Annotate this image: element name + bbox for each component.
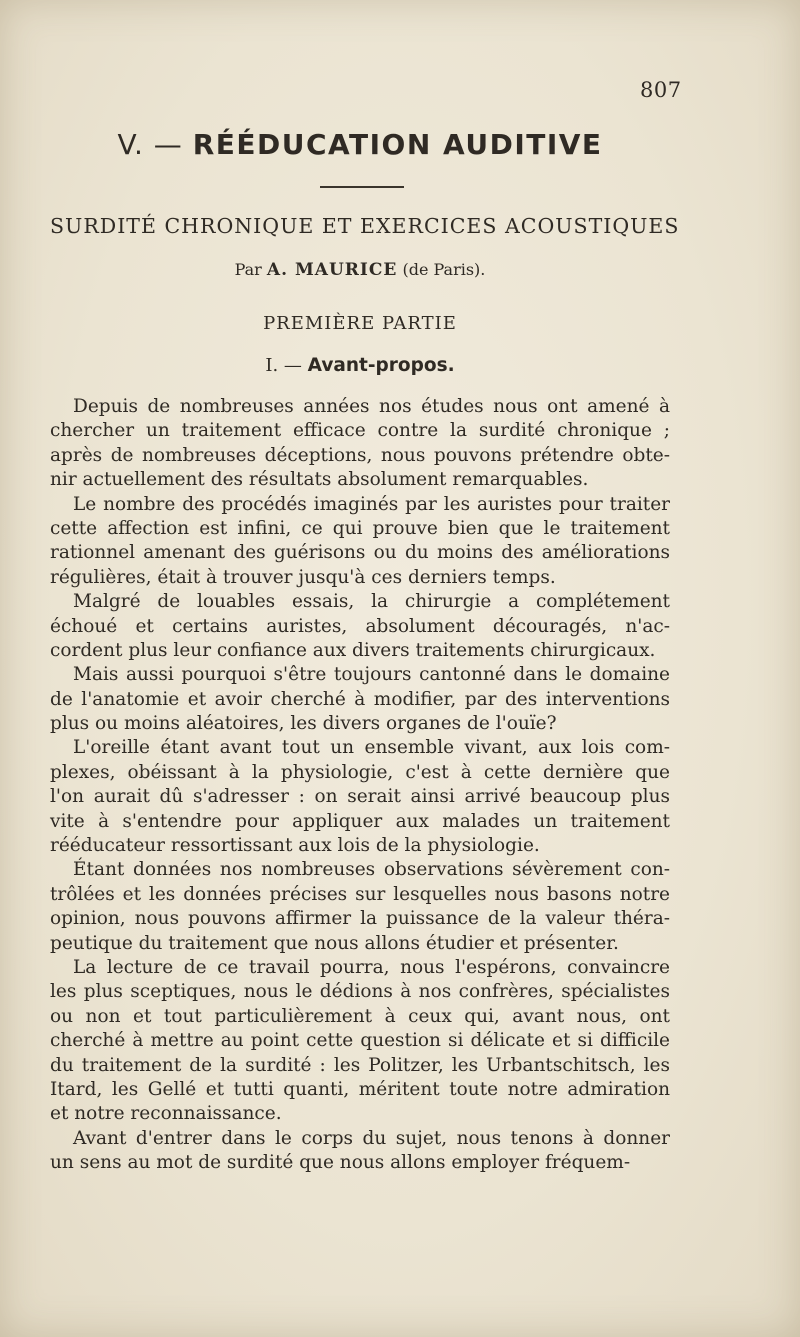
- text-line: ou non et tout particulièrement à ceux qui, avant nous, ont: [50, 1005, 670, 1027]
- text-line: peutique du traitement que nous allons étudier et présenter.: [50, 932, 619, 954]
- section-heading: [0, 355, 720, 376]
- article-title: SURDITÉ CHRONIQUE ET EXERCICES ACOUSTIQUES: [50, 214, 680, 238]
- paragraph: [50, 590, 670, 663]
- text-line: et notre reconnaissance.: [50, 1103, 282, 1125]
- text-line: plus ou moins aléatoires, les divers organes de l'ouïe?: [50, 713, 557, 735]
- text-line: Malgré de louables essais, la chirurgie a complétement: [73, 591, 670, 613]
- chapter-number: V. —: [117, 128, 183, 161]
- paragraph: [50, 956, 670, 1127]
- byline: [0, 260, 720, 280]
- text-line: Avant d'entrer dans le corps du sujet, nous tenons à donner: [73, 1127, 670, 1149]
- text-line: rationnel amenant des guérisons ou du moins des améliorations: [50, 542, 670, 564]
- text-line: L'oreille étant avant tout un ensemble vivant, aux lois com-: [73, 737, 670, 759]
- text-line: Itard, les Gellé et tutti quanti, méritent toute notre admiration: [50, 1078, 670, 1100]
- text-line: cette affection est infini, ce qui prouve bien que le traitement: [50, 517, 670, 539]
- text-line: l'on aurait dû s'adresser : on serait ainsi arrivé beaucoup plus: [50, 786, 670, 808]
- text-line: rééducateur ressortissant aux lois de la physiologie.: [50, 835, 540, 857]
- paragraph: [50, 493, 670, 591]
- text-line: après de nombreuses déceptions, nous pouvons prétendre obte-: [50, 444, 670, 466]
- text-line: régulières, était à trouver jusqu'à ces derniers temps.: [50, 566, 556, 588]
- paragraph: [50, 395, 670, 493]
- paragraph: [50, 1127, 670, 1176]
- text-line: cherché à mettre au point cette question si délicate et si difficile: [50, 1030, 670, 1052]
- text-line: Mais aussi pourquoi s'être toujours cantonné dans le domaine: [73, 664, 670, 686]
- paragraph: [50, 858, 670, 956]
- text-line: chercher un traitement efficace contre la surdité chronique ;: [50, 420, 670, 442]
- text-line: plexes, obéissant à la physiologie, c'est à cette dernière que: [50, 761, 670, 783]
- page-number: 807: [640, 78, 682, 102]
- chapter-title: [0, 128, 720, 161]
- text-line: vite à s'entendre pour appliquer aux malades un traitement: [50, 810, 670, 832]
- author-name: A. MAURICE: [266, 260, 398, 280]
- byline-prefix: Par: [234, 260, 262, 279]
- section-number: I. —: [265, 355, 302, 376]
- text-line: cordent plus leur confiance aux divers traitements chirurgicaux.: [50, 639, 656, 661]
- text-line: Depuis de nombreuses années nos études nous ont amené à: [73, 396, 670, 417]
- text-line: Étant données nos nombreuses observations sévèrement con-: [73, 859, 670, 881]
- paragraph: [50, 736, 670, 858]
- text-line: Le nombre des procédés imaginés par les auristes pour traiter: [73, 493, 670, 515]
- text-line: les plus sceptiques, nous le dédions à nos confrères, spécialistes: [50, 981, 670, 1003]
- text-line: un sens au mot de surdité que nous allons employer fréquem-: [50, 1152, 631, 1174]
- text-line: trôlées et les données précises sur lesquelles nous basons notre: [50, 883, 670, 905]
- text-line: La lecture de ce travail pourra, nous l'espérons, convaincre: [73, 956, 670, 978]
- part-heading: PREMIÈRE PARTIE: [263, 313, 457, 334]
- byline-suffix: (de Paris).: [402, 260, 486, 279]
- section-title: Avant-propos.: [307, 355, 455, 376]
- paragraph: [50, 663, 670, 736]
- text-line: du traitement de la surdité : les Politzer, les Urbantschitsch, les: [50, 1054, 670, 1076]
- title-divider: [320, 186, 404, 188]
- text-line: nir actuellement des résultats absolument remarquables.: [50, 469, 589, 491]
- text-line: échoué et certains auristes, absolument découragés, n'ac-: [50, 615, 670, 637]
- text-line: opinion, nous pouvons affirmer la puissance de la valeur théra-: [50, 908, 670, 930]
- text-line: de l'anatomie et avoir cherché à modifier, par des interventions: [50, 688, 670, 710]
- chapter-name: RÉÉDUCATION AUDITIVE: [192, 128, 603, 161]
- body-text: [50, 395, 670, 1176]
